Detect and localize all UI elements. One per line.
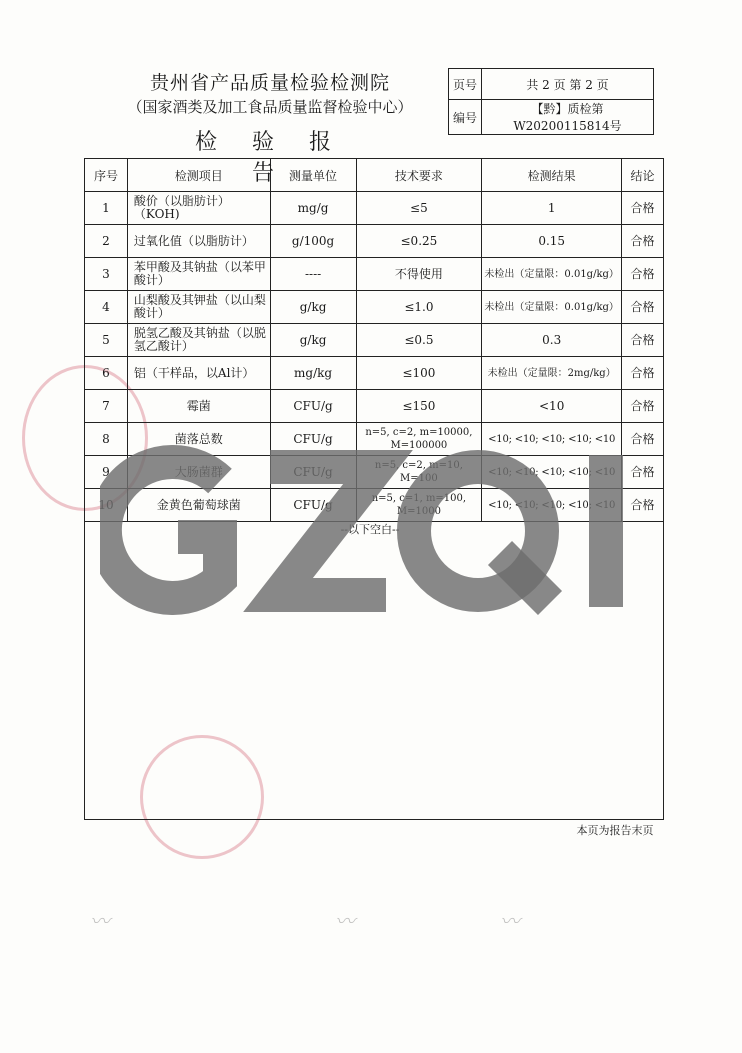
row-conclusion: 合格 [622, 324, 664, 357]
row-unit: mg/g [270, 192, 356, 225]
row-requirement: ≤0.5 [356, 324, 482, 357]
row-no: 6 [85, 357, 128, 390]
row-result: 0.3 [482, 324, 622, 357]
row-result: 未检出（定量限：0.01g/kg） [482, 291, 622, 324]
table-row [85, 192, 664, 225]
row-unit: g/kg [270, 291, 356, 324]
row-no: 9 [85, 456, 128, 489]
row-requirement: ≤100 [356, 357, 482, 390]
table-row [85, 423, 664, 456]
signature-mark: 〰 [90, 909, 110, 933]
table-row [85, 225, 664, 258]
row-item: 苯甲酸及其钠盐（以苯甲酸计） [127, 258, 270, 291]
row-no: 1 [85, 192, 128, 225]
row-requirement: n=5, c=1, m=100, M=1000 [356, 489, 482, 522]
header-no: 序号 [85, 159, 128, 192]
table-row [85, 456, 664, 489]
header-requirement: 技术要求 [356, 159, 482, 192]
row-requirement: ≤150 [356, 390, 482, 423]
row-unit: CFU/g [270, 456, 356, 489]
row-no: 3 [85, 258, 128, 291]
row-unit: CFU/g [270, 489, 356, 522]
row-conclusion: 合格 [622, 225, 664, 258]
row-no: 4 [85, 291, 128, 324]
row-no: 10 [85, 489, 128, 522]
header-result: 检测结果 [482, 159, 622, 192]
row-result: 未检出（定量限：0.01g/kg） [482, 258, 622, 291]
row-no: 7 [85, 390, 128, 423]
table-row [85, 324, 664, 357]
row-conclusion: 合格 [622, 456, 664, 489]
blank-below-note: --以下空白-- [340, 523, 400, 536]
row-requirement: 不得使用 [356, 258, 482, 291]
header-conclusion: 结论 [622, 159, 664, 192]
row-result: 0.15 [482, 225, 622, 258]
row-no: 8 [85, 423, 128, 456]
institute-title: 贵州省产品质量检验检测院 [149, 72, 390, 94]
table-row [85, 291, 664, 324]
row-result: 未检出（定量限：2mg/kg） [482, 357, 622, 390]
row-result: <10; <10; <10; <10; <10 [482, 423, 622, 456]
row-conclusion: 合格 [622, 423, 664, 456]
row-item: 菌落总数 [127, 423, 270, 456]
number-label: 编号 [449, 100, 482, 135]
table-row [85, 357, 664, 390]
row-item: 金黄色葡萄球菌 [127, 489, 270, 522]
row-unit: mg/kg [270, 357, 356, 390]
row-requirement: ≤5 [356, 192, 482, 225]
row-result: <10; <10; <10; <10; <10 [482, 489, 622, 522]
report-meta-box [448, 68, 654, 135]
results-table [84, 158, 664, 522]
signature-mark: 〰 [500, 909, 520, 933]
row-no: 5 [85, 324, 128, 357]
row-conclusion: 合格 [622, 258, 664, 291]
row-unit: g/100g [270, 225, 356, 258]
row-item: 霉菌 [127, 390, 270, 423]
page-value: 共 2 页 第 2 页 [482, 69, 654, 100]
row-conclusion: 合格 [622, 357, 664, 390]
table-row [85, 390, 664, 423]
header-unit: 测量单位 [270, 159, 356, 192]
page-label: 页号 [449, 69, 482, 100]
row-requirement: n=5, c=2, m=10000, M=100000 [356, 423, 482, 456]
table-row [85, 258, 664, 291]
row-item: 山梨酸及其钾盐（以山梨酸计） [127, 291, 270, 324]
center-subtitle: （国家酒类及加工食品质量监督检验中心） [127, 98, 413, 116]
row-unit: g/kg [270, 324, 356, 357]
row-result: 1 [482, 192, 622, 225]
row-item: 脱氢乙酸及其钠盐（以脱氢乙酸计） [127, 324, 270, 357]
table-header-row [85, 159, 664, 192]
row-conclusion: 合格 [622, 489, 664, 522]
row-requirement: n=5, c=2, m=10, M=100 [356, 456, 482, 489]
header-item: 检测项目 [127, 159, 270, 192]
row-unit: CFU/g [270, 390, 356, 423]
row-item: 过氧化值（以脂肪计） [127, 225, 270, 258]
report-title: 检 验 报 告 [195, 130, 345, 186]
row-result: <10; <10; <10; <10; <10 [482, 456, 622, 489]
table-row [85, 489, 664, 522]
row-item: 铝（干样品，以Al计） [127, 357, 270, 390]
end-of-report-note: 本页为报告末页 [576, 824, 654, 837]
row-requirement: ≤1.0 [356, 291, 482, 324]
row-item: 酸价（以脂肪计）（KOH) [127, 192, 270, 225]
row-item: 大肠菌群 [127, 456, 270, 489]
number-value: 【黔】质检第W20200115814号 [482, 100, 654, 135]
row-result: <10 [482, 390, 622, 423]
row-unit: CFU/g [270, 423, 356, 456]
signature-mark: 〰 [335, 909, 355, 933]
row-conclusion: 合格 [622, 390, 664, 423]
row-unit: ---- [270, 258, 356, 291]
row-no: 2 [85, 225, 128, 258]
row-conclusion: 合格 [622, 192, 664, 225]
row-requirement: ≤0.25 [356, 225, 482, 258]
row-conclusion: 合格 [622, 291, 664, 324]
